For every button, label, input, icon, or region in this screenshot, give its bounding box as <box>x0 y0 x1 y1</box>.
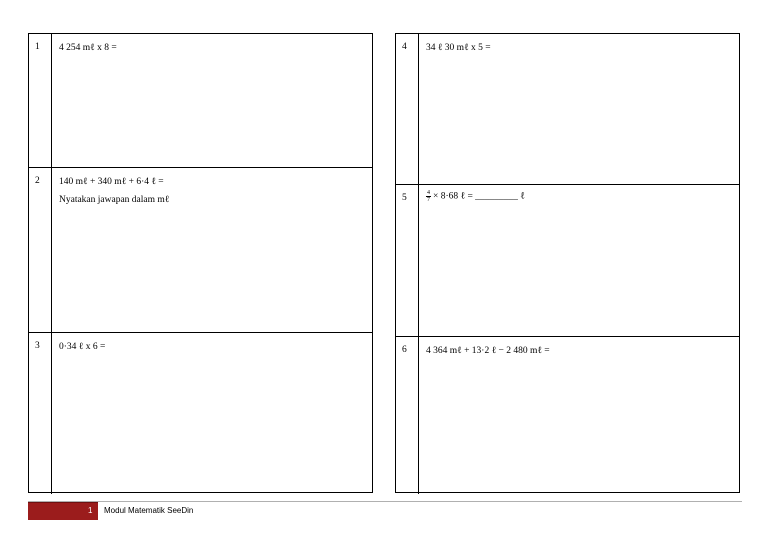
number-cell <box>29 168 52 332</box>
question-instruction: Nyatakan jawapan dalam mℓ <box>59 195 170 205</box>
number-cell <box>29 34 52 167</box>
number-cell <box>396 337 419 494</box>
footer-page-number: 1 <box>88 506 93 515</box>
question-number: 5 <box>402 193 407 203</box>
right-question-table <box>395 33 740 493</box>
question-row-5 <box>396 184 739 336</box>
left-question-table <box>28 33 373 493</box>
footer-divider <box>28 501 742 502</box>
question-text: 4 254 mℓ x 8 = <box>59 43 117 53</box>
fraction-numerator: 4 <box>427 190 430 196</box>
question-row-3 <box>29 332 372 494</box>
question-row-4 <box>396 34 739 184</box>
question-text: 34 ℓ 30 mℓ x 5 = <box>426 43 491 53</box>
question-number: 6 <box>402 345 407 355</box>
question-row-6 <box>396 336 739 494</box>
question-text: 4 364 mℓ + 13·2 ℓ − 2 480 mℓ = <box>426 346 550 356</box>
question-row-2 <box>29 167 372 332</box>
fraction-denominator: 7 <box>427 197 430 203</box>
question-number: 1 <box>35 42 40 52</box>
number-cell <box>29 333 52 494</box>
number-cell <box>396 185 419 336</box>
footer-title: Modul Matematik SeeDin <box>104 506 194 515</box>
question-number: 2 <box>35 176 40 186</box>
question-text: 140 mℓ + 340 mℓ + 6·4 ℓ = <box>59 177 164 187</box>
question-text: 0·34 ℓ x 6 = <box>59 342 106 352</box>
question-text <box>426 190 525 203</box>
number-cell <box>396 34 419 184</box>
question-number: 3 <box>35 341 40 351</box>
question-number: 4 <box>402 42 407 52</box>
fraction <box>426 190 431 203</box>
question-expression: × 8·68 ℓ = _________ ℓ <box>433 191 525 202</box>
question-row-1 <box>29 34 372 167</box>
